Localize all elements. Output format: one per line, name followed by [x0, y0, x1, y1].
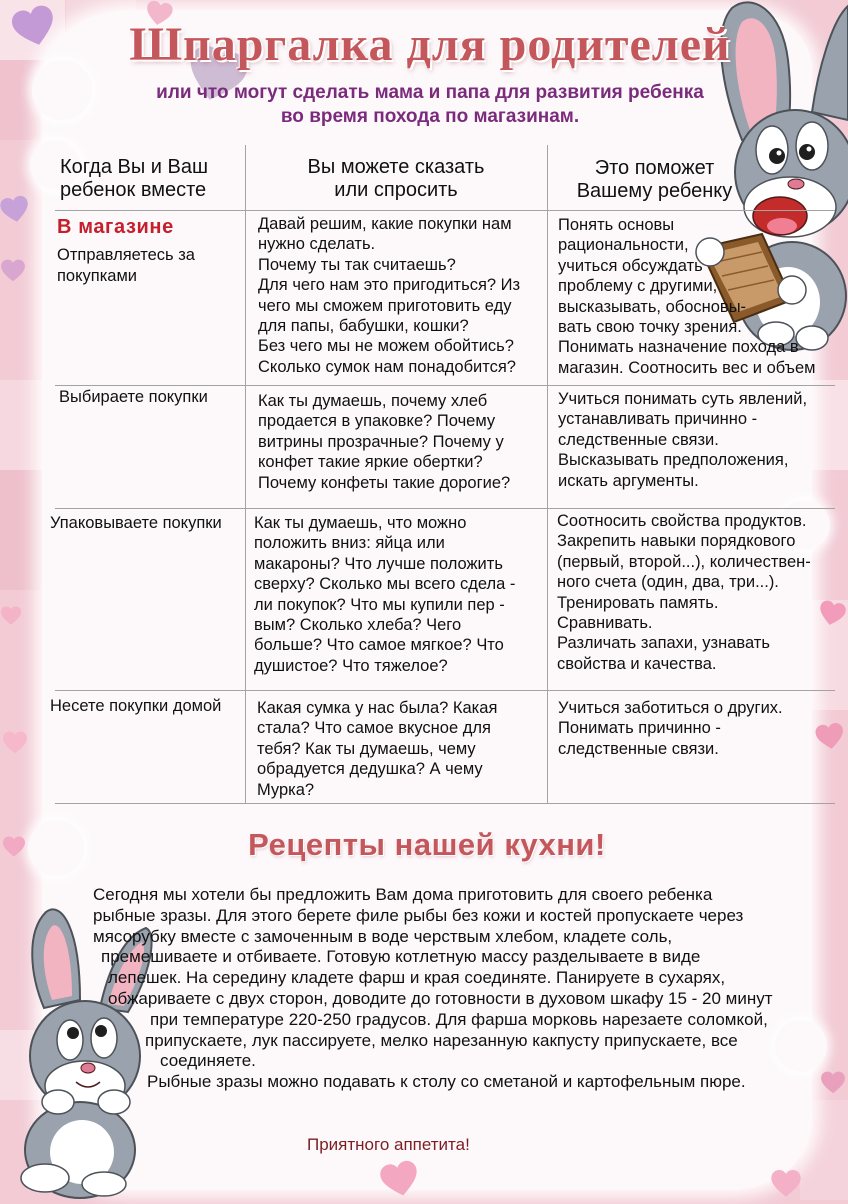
question-cell: [258, 214, 520, 377]
recipes-title: Рецепты нашей кухни!: [248, 827, 606, 862]
benefit-line: Различать запахи, узнавать: [557, 634, 770, 653]
question-line: больше? Что самое мягкое? Что: [254, 636, 504, 655]
question-line: Мурка?: [257, 780, 315, 799]
benefit-line: Тренировать память.: [557, 593, 719, 612]
situation-cell: [50, 696, 221, 716]
table-header-helps: [547, 157, 762, 203]
question-line: для папы, бабушки, кошки?: [258, 317, 469, 336]
benefit-line: Понимать назначение похода в: [558, 338, 799, 357]
question-line: витрины прозрачные? Почему у: [258, 432, 504, 451]
header-line: ребенок вместе: [60, 179, 207, 201]
question-cell: [254, 513, 515, 676]
heart-decoration: [815, 597, 848, 630]
situation-cell: [59, 387, 208, 407]
background-tile: [0, 470, 42, 590]
question-line: чего мы сможем приготовить еду: [258, 296, 512, 315]
heart-decoration: [0, 193, 32, 228]
question-line: тебя? Как ты думаешь, чему: [257, 739, 476, 758]
question-line: ли покупок? Что мы купили пер -: [254, 595, 505, 614]
benefit-line: проблему с другими,: [558, 277, 718, 296]
situation-line: Несете покупки домой: [50, 697, 222, 715]
question-line: Без чего мы не можем обойтись?: [258, 337, 514, 356]
recipe-text: [0, 885, 773, 1093]
table-row-divider: [55, 385, 835, 386]
benefit-line: (первый, второй...), количествен-: [557, 552, 811, 571]
benefit-line: Понимать причинно -: [558, 719, 721, 738]
benefit-line: Закрепить навыки порядкового: [557, 532, 796, 551]
question-line: стала? Что самое вкусное для: [257, 719, 491, 738]
question-line: вым? Сколько хлеба? Чего: [254, 616, 462, 635]
heart-decoration: [0, 605, 22, 627]
question-cell: [258, 391, 510, 493]
table-column-divider: [547, 145, 548, 803]
benefit-line: Учиться понимать суть явлений,: [558, 390, 808, 408]
page-title: Шпаргалка для родителей: [129, 18, 731, 71]
recipe-line: припускаете, лук пассируете, мелко нарезанную какпусту припускаете, все: [145, 1030, 738, 1050]
subtitle-line: или что могут сделать мама и папа для развития ребенка: [156, 82, 704, 103]
question-line: продается в упаковке? Почему: [258, 412, 496, 431]
table-column-divider: [245, 145, 246, 803]
benefit-line: рациональности,: [558, 236, 689, 255]
closing-text: Приятного аппетита!: [307, 1135, 470, 1154]
benefit-line: следственные связи.: [558, 739, 719, 758]
question-line: Почему ты так считаешь?: [258, 255, 456, 274]
recipe-line: лепешек. На середину кладете фарш и края соединяте. Панируете в сухарях,: [108, 968, 726, 988]
recipe-line: Рыбные зразы можно подавать к столу со сметаной и картофельным пюре.: [147, 1072, 746, 1092]
question-line: макароны? Что лучше положить: [254, 554, 503, 573]
question-line: Как ты думаешь, что можно: [254, 514, 467, 532]
question-line: Сколько сумок нам понадобится?: [258, 357, 516, 376]
situation-line: Упаковываете покупки: [50, 514, 222, 532]
question-line: душистое? Что тяжелое?: [254, 656, 448, 675]
header-line: или спросить: [334, 179, 458, 201]
recipe-line: мясорубку вместе с замоченным в воде черствым хлебом, кладете соль,: [93, 926, 673, 946]
recipe-line: рыбные зразы. Для этого берете филе рыбы без кожи и костей пропускаете через: [93, 905, 744, 925]
benefit-line: Высказывать предположения,: [558, 451, 789, 470]
table-row-divider: [55, 803, 835, 804]
recipe-line: Сегодня мы хотели бы предложить Вам дома приготовить для своего ребенка: [93, 885, 713, 904]
question-line: Для чего нам это пригодиться? Из: [258, 276, 521, 295]
recipe-line: при температуре 220-250 градусов. Для фарша морковь нарезаете соломкой,: [150, 1009, 768, 1029]
benefit-cell: [558, 698, 783, 759]
benefit-line: учиться обсуждать: [558, 256, 703, 275]
benefit-line: свойства и качества.: [557, 654, 717, 673]
situation-line: Выбираете покупки: [59, 388, 208, 406]
benefit-line: устанавливать причинно -: [558, 410, 758, 429]
benefit-line: ного счета (один, два, три...).: [557, 573, 779, 592]
table-row-divider: [55, 690, 835, 691]
situation-cell: [57, 245, 195, 287]
question-line: конфет такие яркие обертки?: [258, 453, 483, 472]
benefit-line: вать свою точку зрения.: [558, 318, 742, 337]
recipe-line: обжариваете с двух сторон, доводите до готовности в духовом шкафу 15 - 20 минут: [108, 988, 773, 1008]
recipe-line: соединяете.: [160, 1051, 256, 1071]
benefit-line: магазин. Соотносить вес и объем: [558, 358, 816, 377]
benefit-line: высказывать, обосновы-: [558, 297, 747, 316]
benefit-line: Соотносить свойства продуктов.: [557, 512, 807, 530]
question-line: положить вниз: яйца или: [254, 534, 445, 553]
question-line: Почему конфеты такие дорогие?: [258, 473, 511, 492]
question-line: Давай решим, какие покупки нам: [258, 215, 512, 233]
benefit-cell: [558, 389, 807, 491]
header-line: Когда Вы и Ваш: [60, 156, 209, 178]
heart-decoration: [820, 1070, 846, 1096]
panel-edge-bump: [775, 1020, 827, 1072]
table-row-divider: [55, 508, 835, 509]
question-cell: [257, 698, 497, 800]
situation-cell: [50, 513, 222, 533]
header-line: Вы можете сказать: [307, 156, 485, 178]
situation-line: Отправляетесь за: [57, 246, 195, 264]
heart-decoration: [0, 258, 26, 284]
question-line: обрадуется дедушка? А чему: [257, 760, 483, 779]
question-line: нужно сделать.: [258, 235, 376, 254]
heart-decoration: [2, 730, 28, 756]
table-header-ask: [245, 156, 547, 202]
benefit-line: следственные связи.: [558, 430, 719, 449]
subtitle-line: во время похода по магазинам.: [280, 106, 580, 127]
question-line: Как ты думаешь, почему хлеб: [258, 392, 488, 410]
heart-decoration: [813, 720, 847, 754]
situation-line: покупками: [57, 267, 138, 285]
benefit-line: Понять основы: [558, 216, 675, 234]
benefit-cell: [557, 511, 811, 674]
question-line: сверху? Сколько мы всего сдела -: [254, 575, 516, 594]
heart-decoration: [770, 1168, 802, 1200]
benefit-line: Сравнивать.: [557, 614, 653, 633]
background-tile: [0, 380, 42, 470]
question-line: Какая сумка у нас была? Какая: [257, 699, 498, 717]
benefit-line: Учиться заботиться о других.: [558, 699, 783, 717]
table-header-situation: [60, 156, 208, 202]
heart-decoration: [376, 1156, 423, 1203]
row-heading: В магазине: [57, 216, 174, 238]
benefit-line: искать аргументы.: [558, 471, 699, 490]
table-row-divider: [55, 210, 835, 211]
recipe-line: премешиваете и отбиваете. Готовую котлетную массу разделываете в виде: [101, 947, 701, 967]
header-line: Вашему ребенку: [576, 180, 733, 202]
benefit-cell: [558, 215, 816, 378]
page-subtitle: [12, 81, 848, 129]
header-line: Это поможет: [594, 157, 715, 179]
